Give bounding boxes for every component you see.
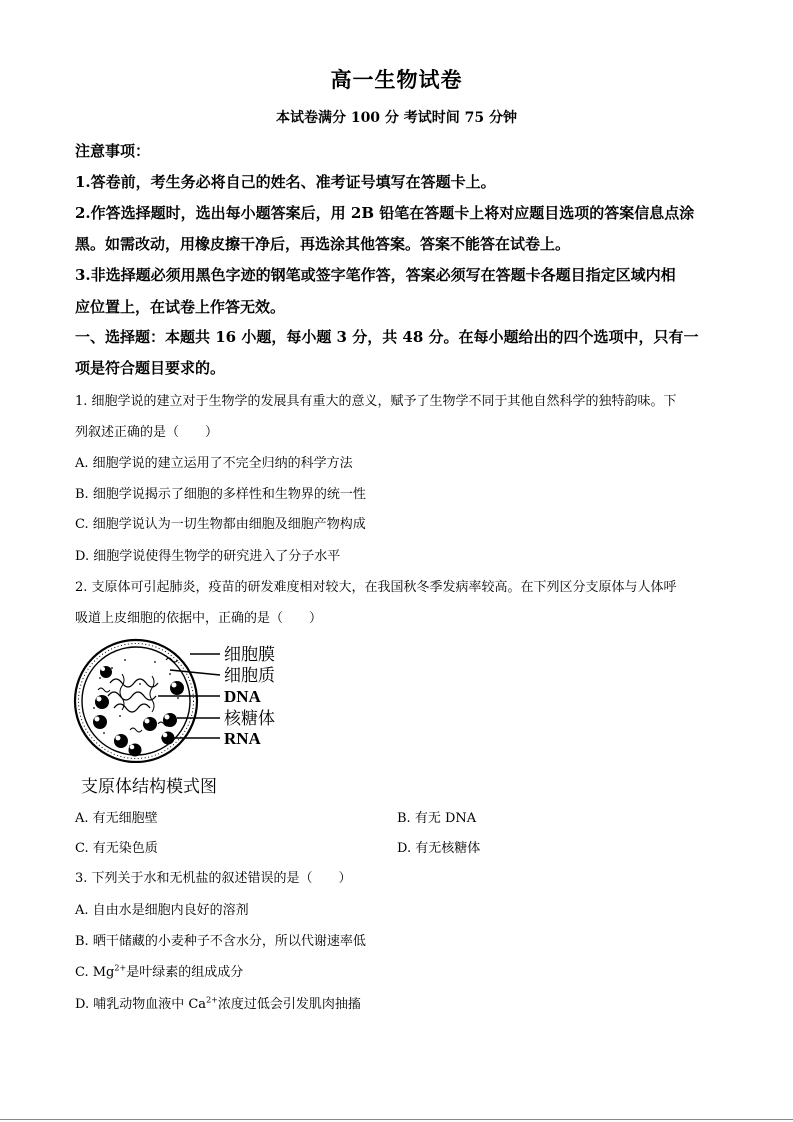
- page-title: 高一生物试卷: [330, 67, 463, 92]
- q1-option-c: C. 细胞学说认为一切生物都由细胞及细胞产物构成: [75, 517, 366, 532]
- q3-option-d-prefix: D. 哺乳动物血液中 Ca: [75, 997, 207, 1012]
- q1-stem-line-2: 列叙述正确的是（ ）: [75, 425, 219, 440]
- q2-stem-line-1: 2. 支原体可引起肺炎，疫苗的研发难度相对较大，在我国秋冬季发病率较高。在下列区分支原体与人体呼: [75, 580, 677, 595]
- note-item-3-line-2: 应位置上，在试卷上作答无效。: [75, 298, 286, 316]
- q3-option-a: A. 自由水是细胞内良好的溶剂: [75, 903, 249, 918]
- q2-option-c: C. 有无染色质: [75, 841, 158, 856]
- q1-option-d: D. 细胞学说使得生物学的研究进入了分子水平: [75, 549, 341, 564]
- notes-heading: 注意事项：: [75, 142, 151, 160]
- q3-option-c: [75, 961, 243, 980]
- label-ribosome: 核糖体: [224, 709, 275, 728]
- page-bottom-divider: [0, 1119, 793, 1120]
- label-cytoplasm: 细胞质: [224, 666, 275, 685]
- q3-option-d-charge: 2+: [206, 995, 218, 1005]
- note-item-3-line-1: 3.非选择题必须用黑色字迹的钢笔或签字笔作答，答案必须写在答题卡各题目指定区域内相: [75, 266, 676, 284]
- q2-stem-line-2: 吸道上皮细胞的依据中，正确的是（ ）: [75, 611, 323, 626]
- q3-option-d-text: 浓度过低会引发肌肉抽搐: [217, 997, 361, 1012]
- q2-option-b: B. 有无 DNA: [397, 811, 477, 826]
- q3-option-c-text: 是叶绿素的组成成分: [126, 965, 244, 980]
- mycoplasma-structure-diagram: [70, 638, 300, 763]
- note-item-2-line-2: 黑。如需改动，用橡皮擦干净后，再选涂其他答案。答案不能答在试卷上。: [75, 235, 571, 253]
- section-heading-line-1: 一、选择题：本题共 16 小题，每小题 3 分，共 48 分。在每小题给出的四个选项中，只有一: [75, 328, 699, 346]
- figure-caption: 支原体结构模式图: [81, 777, 217, 797]
- label-cell-membrane: 细胞膜: [224, 645, 275, 664]
- label-dna: DNA: [224, 687, 261, 706]
- q3-option-b: B. 晒干储藏的小麦种子不含水分，所以代谢速率低: [75, 934, 366, 949]
- q1-option-b: B. 细胞学说揭示了细胞的多样性和生物界的统一性: [75, 487, 366, 502]
- section-heading-line-2: 项是符合题目要求的。: [75, 359, 226, 377]
- q3-option-c-charge: 2+: [114, 963, 127, 973]
- note-item-1: 1.答卷前，考生务必将自己的姓名、准考证号填写在答题卡上。: [75, 173, 496, 191]
- exam-subtitle: 本试卷满分 100 分 考试时间 75 分钟: [275, 110, 518, 126]
- q2-option-a: A. 有无细胞壁: [75, 811, 158, 826]
- q3-option-d: [75, 993, 361, 1012]
- q1-stem-line-1: 1. 细胞学说的建立对于生物学的发展具有重大的意义，赋予了生物学不同于其他自然科学的独特韵味。下: [75, 394, 677, 409]
- q3-option-c-prefix: C. Mg: [75, 965, 115, 980]
- label-rna: RNA: [224, 729, 261, 748]
- q3-stem: 3. 下列关于水和无机盐的叙述错误的是（ ）: [75, 871, 352, 886]
- note-item-2-line-1: 2.作答选择题时，选出每小题答案后，用 2B 铅笔在答题卡上将对应题目选项的答案信息点涂: [75, 204, 695, 222]
- q1-option-a: A. 细胞学说的建立运用了不完全归纳的科学方法: [75, 456, 353, 471]
- q2-option-d: D. 有无核糖体: [397, 841, 481, 856]
